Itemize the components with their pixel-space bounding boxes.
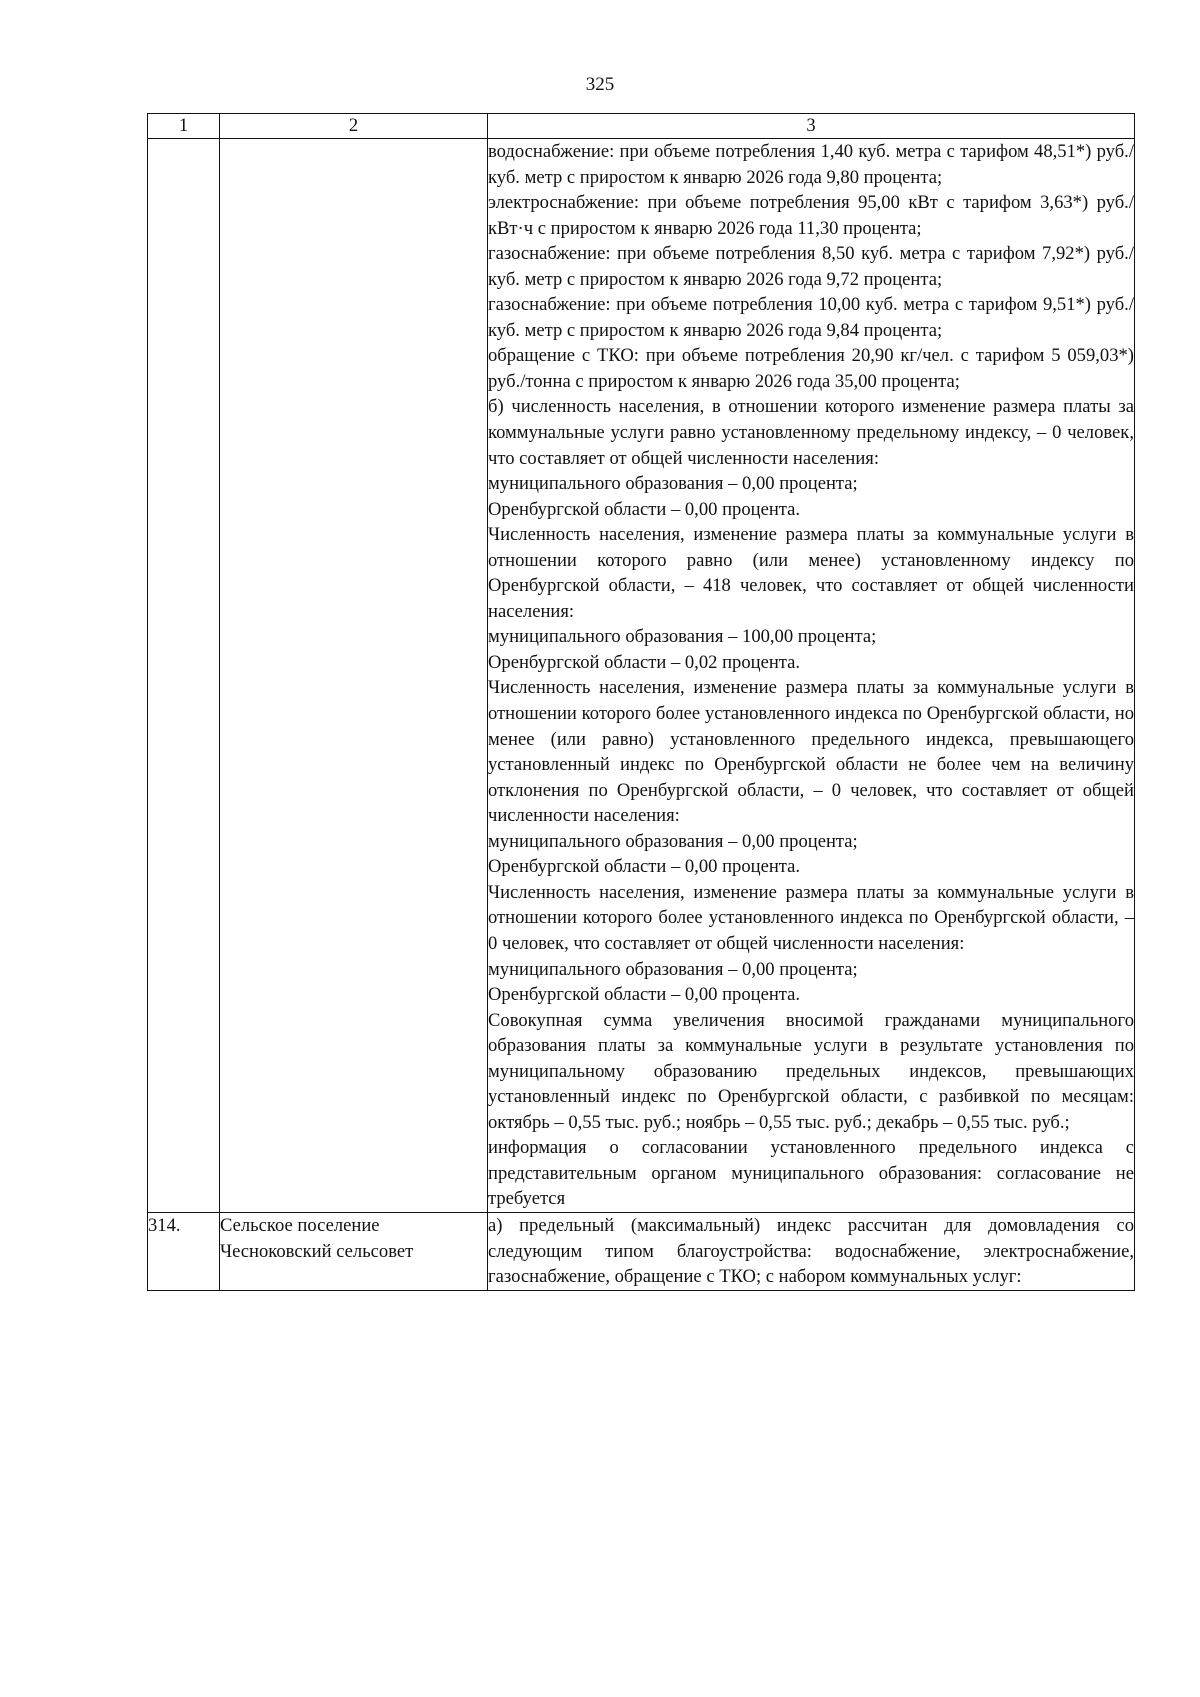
paragraph: газоснабжение: при объеме потребления 10,00 куб. метра с тарифом 9,51*) руб./куб. метр с приростом к январю 2026 года 9,84 процента; bbox=[488, 294, 1134, 341]
paragraph: электроснабжение: при объеме потребления 95,00 кВт с тарифом 3,63*) руб./кВт·ч с приростом к январю 2026 года 11,30 процента; bbox=[488, 192, 1134, 239]
paragraph: газоснабжение: при объеме потребления 8,50 куб. метра с тарифом 7,92*) руб./куб. метр с приростом к январю 2026 года 9,72 процента; bbox=[488, 243, 1134, 290]
paragraph: Оренбургской области – 0,00 процента. bbox=[488, 856, 801, 878]
table-row-314 bbox=[148, 1212, 1135, 1290]
paragraph: Совокупная сумма увеличения вносимой гражданами муниципального образования платы за коммунальные услуги в результате установления по муниципальному образованию предельных индексов, превышающих установленный индекс по Оренбургской области, с разбивкой по месяцам: октябрь – 0,55 тыс. руб.; ноябрь – 0,55 тыс. руб.; декабрь – 0,55 тыс. руб.; bbox=[488, 1009, 1134, 1133]
row-number-cell bbox=[148, 139, 220, 1213]
table-row-continuation bbox=[148, 139, 1135, 1213]
paragraph: Оренбургской области – 0,02 процента. bbox=[488, 651, 801, 673]
paragraph: муниципального образования – 0,00 процента; bbox=[488, 830, 858, 852]
description-cell bbox=[488, 139, 1135, 1213]
paragraph: муниципального образования – 100,00 процента; bbox=[488, 626, 877, 648]
column-header-1: 1 bbox=[148, 114, 220, 139]
paragraph: Оренбургской области – 0,00 процента. bbox=[488, 984, 801, 1006]
table-header-row bbox=[148, 114, 1135, 139]
paragraph: Оренбургской области – 0,00 процента. bbox=[488, 498, 801, 520]
paragraph: муниципального образования – 0,00 процента; bbox=[488, 473, 858, 495]
paragraph: Численность населения, изменение размера платы за коммунальные услуги в отношении которого более установленного индекса по Оренбургской области, но менее (или равно) установленного предельного индекса, превышающего установленный индекс по Оренбургской области не более чем на величину отклонения по Оренбургской области, – 0 человек, что составляет от общей численности населения: bbox=[488, 677, 1134, 827]
paragraph: б) численность населения, в отношении которого изменение размера платы за коммунальные услуги равно установленному предельному индексу, – 0 человек, что составляет от общей численности населения: bbox=[488, 396, 1134, 469]
row-number-cell: 314. bbox=[148, 1212, 220, 1290]
column-header-3: 3 bbox=[488, 114, 1135, 139]
page-number: 325 bbox=[585, 74, 615, 95]
paragraph: а) предельный (максимальный) индекс рассчитан для домовладения со следующим типом благоустройства: водоснабжение, электроснабжение, газоснабжение, обращение с ТКО; с набором коммунальных услуг: bbox=[488, 1214, 1134, 1288]
paragraph: обращение с ТКО: при объеме потребления 20,90 кг/чел. с тарифом 5 059,03*) руб./тонна с приростом к январю 2026 года 35,00 процента; bbox=[488, 345, 1134, 392]
paragraph: Численность населения, изменение размера платы за коммунальные услуги в отношении которого более установленного индекса по Оренбургской области, – 0 человек, что составляет от общей численности населения: bbox=[488, 881, 1134, 954]
settlement-cell bbox=[220, 1212, 488, 1290]
settlement-cell bbox=[220, 139, 488, 1213]
settlement-type: Сельское поселение bbox=[220, 1214, 380, 1236]
settlement-name: Чесноковский сельсовет bbox=[220, 1240, 414, 1262]
paragraph: информация о согласовании установленного предельного индекса с представительным органом муниципального образования: согласование не требуется bbox=[488, 1137, 1134, 1210]
paragraph: Численность населения, изменение размера платы за коммунальные услуги в отношении которого равно (или менее) установленному индексу по Оренбургской области, – 418 человек, что составляет от общей численности населения: bbox=[488, 524, 1134, 622]
column-header-2: 2 bbox=[220, 114, 488, 139]
data-table bbox=[147, 113, 1135, 1291]
paragraph: водоснабжение: при объеме потребления 1,40 куб. метра с тарифом 48,51*) руб./куб. метр с приростом к январю 2026 года 9,80 процента; bbox=[488, 141, 1134, 188]
description-cell bbox=[488, 1212, 1135, 1290]
paragraph: муниципального образования – 0,00 процента; bbox=[488, 958, 858, 980]
